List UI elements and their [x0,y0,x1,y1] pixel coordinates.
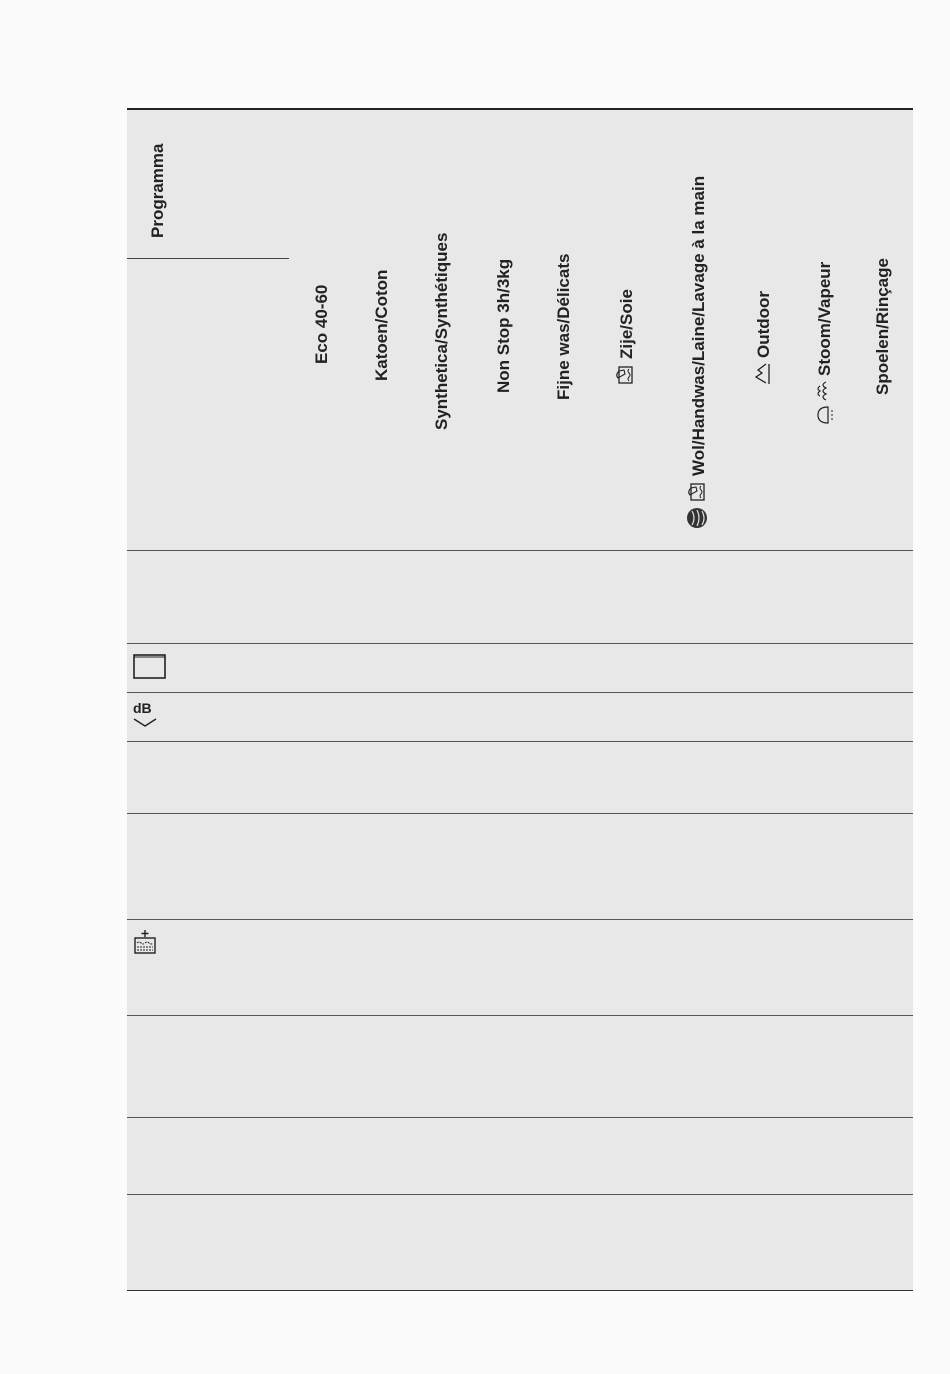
program-header-stoom: Stoom/Vapeur [812,262,839,426]
row-divider [127,741,913,742]
row-divider [127,813,913,814]
db-quiet-icon [133,701,159,733]
row-divider [127,1194,913,1195]
hand-wash-icon [687,480,712,502]
program-header-zije: Zije/Soie [615,289,640,385]
extra-rinse-icon [133,929,159,960]
steam-icon [812,380,839,426]
row-divider [127,919,913,920]
corner-label: Programma [148,143,167,238]
program-header-outdoor: Outdoor [752,291,777,386]
program-header-katoen: Katoen/Coton [372,269,391,381]
outdoor-icon [752,362,777,386]
header-divider [127,258,289,259]
row-divider [127,692,913,693]
drum-icon [133,654,167,685]
program-header-synthetica: Synthetica/Synthétiques [432,232,451,430]
row-divider [127,1117,913,1118]
program-header-spoelen: Spoelen/Rinçage [873,258,892,395]
row-divider [127,1015,913,1016]
hand-wash-icon [615,363,640,385]
db-label: dB [133,700,152,716]
program-header-wol: Wol/Handwas/Laine/Lavage à la main [686,176,713,530]
program-table [127,108,913,1291]
wool-ball-icon [686,506,713,530]
program-header-eco: Eco 40-60 [312,284,331,364]
program-header-nonstop: Non Stop 3h/3kg [494,258,513,393]
row-divider [127,550,913,551]
program-header-fijne-was: Fijne was/Délicats [554,253,573,400]
row-divider [127,643,913,644]
